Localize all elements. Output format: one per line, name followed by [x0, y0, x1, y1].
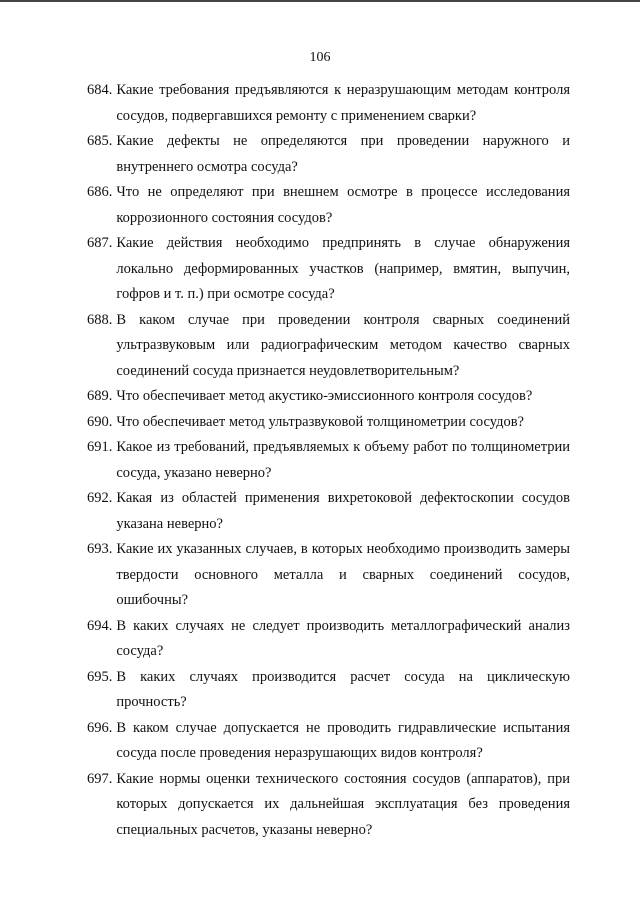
page-top-edge — [0, 0, 640, 2]
question-text — [116, 537, 570, 614]
question-line: ультразвуковым или радиографическим методом качество сварных — [116, 337, 570, 353]
question-line: локально деформированных участков (например, вмятин, выпучин, — [116, 260, 570, 277]
question-line: и внутреннего осмотра сосуда? — [116, 133, 570, 175]
question-text — [116, 716, 570, 767]
question-item — [87, 435, 570, 486]
question-line: по толщинометрии сосуда, указано неверно? — [116, 439, 570, 481]
question-number: 688. — [87, 311, 113, 328]
question-number: 696. — [87, 719, 113, 736]
question-text — [116, 308, 570, 385]
question-item — [87, 665, 570, 716]
question-line: при которых допускается их дальнейшая эксплуатация без проведения — [116, 770, 571, 812]
question-number: 695. — [87, 668, 113, 685]
question-line: указана неверно? — [116, 515, 223, 532]
question-line: Что обеспечивает метод ультразвуковой толщинометрии сосудов? — [116, 413, 524, 430]
question-text — [116, 614, 570, 665]
question-number: 689. — [87, 388, 113, 404]
question-item — [87, 537, 570, 614]
question-item — [87, 78, 570, 129]
question-item — [87, 410, 570, 436]
question-line: В каком случае допускается не проводить гидравлические испытания — [116, 719, 570, 736]
question-list — [87, 78, 570, 843]
question-number: 686. — [87, 184, 113, 200]
question-item — [87, 231, 570, 308]
question-line: Что обеспечивает метод акустико-эмиссионного контроля сосудов? — [116, 388, 533, 404]
question-number: 694. — [87, 617, 113, 634]
question-item — [87, 129, 570, 180]
question-item — [87, 614, 570, 665]
question-line: Какие их указанных случаев, в которых необходимо производить — [116, 541, 522, 557]
question-text — [116, 665, 570, 716]
question-item — [87, 180, 570, 231]
question-item — [87, 767, 570, 844]
question-line: замеры твердости основного металла и сварных соединений сосудов, — [116, 541, 571, 583]
question-text — [116, 384, 570, 410]
question-item — [87, 308, 570, 385]
question-line: Какое из требований, предъявляемых к объему работ — [116, 439, 448, 455]
question-line: В каких случаях производится расчет сосуда на циклическую — [116, 668, 570, 685]
question-text — [116, 180, 570, 231]
question-line: Какие дефекты не определяются при проведении наружного — [116, 133, 549, 149]
question-number: 693. — [87, 541, 113, 557]
question-text — [116, 486, 570, 537]
question-line: соединений сосуда признается неудовлетворительным? — [116, 362, 460, 379]
question-line: Какая из областей применения вихретоковой дефектоскопии сосудов — [116, 490, 570, 506]
question-line: коррозионного состояния сосудов? — [116, 209, 333, 226]
question-line: сосуда после проведения неразрушающих видов контроля? — [116, 745, 483, 761]
question-line: Какие нормы оценки технического состояния сосудов (аппаратов), — [116, 770, 542, 787]
question-text — [116, 767, 570, 844]
question-number: 684. — [87, 82, 113, 98]
question-line: В каких случаях не следует производить металлографический анализ — [116, 617, 570, 634]
question-text — [116, 410, 570, 436]
question-line: Что не определяют при внешнем осмотре в процессе исследования — [116, 184, 570, 200]
question-line: ошибочны? — [116, 592, 189, 608]
question-number: 690. — [87, 413, 113, 430]
question-number: 685. — [87, 133, 113, 149]
question-item — [87, 486, 570, 537]
question-text — [116, 129, 570, 180]
question-number: 692. — [87, 490, 113, 506]
question-line: В каком случае при проведении контроля сварных соединений — [116, 311, 570, 328]
question-line: сосудов, подвергавшихся ремонту с применением сварки? — [116, 107, 477, 124]
question-text — [116, 78, 570, 129]
question-number: 687. — [87, 235, 113, 251]
question-item — [87, 716, 570, 767]
question-line: сосуда? — [116, 643, 164, 659]
question-line: прочность? — [116, 694, 187, 710]
question-number: 697. — [87, 770, 113, 787]
question-line: Какие действия необходимо предпринять в случае обнаружения — [116, 235, 570, 251]
question-line: специальных расчетов, указаны неверно? — [116, 821, 373, 838]
question-text — [116, 435, 570, 486]
question-item — [87, 384, 570, 410]
question-number: 691. — [87, 439, 113, 455]
page-number: 106 — [309, 50, 331, 65]
question-line: гофров и т. п.) при осмотре сосуда? — [116, 286, 335, 302]
question-line: Какие требования предъявляются к неразрушающим методам контроля — [116, 82, 570, 98]
question-text — [116, 231, 570, 308]
